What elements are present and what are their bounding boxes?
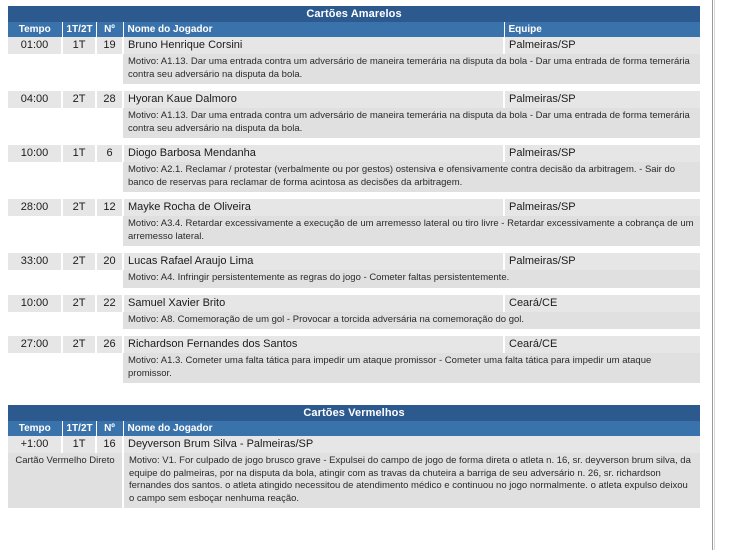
- cell-reason: Motivo: A1.13. Dar uma entrada contra um adversário de maneira temerária na disputa da bola - Dar uma entrada de forma temerária contra seu adversário na disputa da bola.: [123, 108, 700, 138]
- yellow-cards-title-bar: [8, 6, 700, 22]
- cell-number: 16: [96, 436, 123, 453]
- cell-reason: Motivo: A1.3. Cometer uma falta tática para impedir um ataque promissor - Cometer uma falta tática para impedir um ataque promissor.: [123, 353, 700, 383]
- yellow-cards-table: [8, 6, 700, 383]
- column-header-player: Nome do Jogador: [123, 421, 700, 436]
- cell-player: Bruno Henrique Corsini: [123, 37, 504, 54]
- red-cards-section: [8, 405, 700, 508]
- cell-team: Palmeiras/SP: [504, 253, 700, 270]
- cell-reason: Motivo: A8. Comemoração de um gol - Provocar a torcida adversária na comemoração do gol.: [123, 312, 700, 330]
- table-row: [8, 37, 700, 54]
- cell-half: 2T: [62, 336, 96, 353]
- cell-number: 12: [96, 199, 123, 216]
- cell-reason: Motivo: A3.4. Retardar excessivamente a execução de um arremesso lateral ou tiro livre - Retardar excessivamente a cobrança de um arremesso lateral.: [123, 216, 700, 246]
- cell-player: Mayke Rocha de Oliveira: [123, 199, 504, 216]
- cell-tempo: 04:00: [8, 91, 62, 108]
- column-header-tempo: Tempo: [8, 421, 62, 436]
- cell-half: 1T: [62, 37, 96, 54]
- table-row: [8, 145, 700, 162]
- cell-number: 28: [96, 91, 123, 108]
- reason-spacer: [8, 54, 123, 84]
- cell-team: Palmeiras/SP: [504, 145, 700, 162]
- column-header-player: Nome do Jogador: [123, 22, 504, 37]
- reason-spacer: [8, 216, 123, 246]
- row-spacer: [8, 329, 700, 336]
- cell-number: 22: [96, 295, 123, 312]
- page-right-rule: [712, 0, 713, 550]
- cell-number: 26: [96, 336, 123, 353]
- row-spacer: [8, 84, 700, 91]
- row-spacer: [8, 288, 700, 295]
- cell-team: Palmeiras/SP: [504, 37, 700, 54]
- column-header-number: Nº: [96, 22, 123, 37]
- cell-player: Diogo Barbosa Mendanha: [123, 145, 504, 162]
- section-gap: [8, 383, 700, 405]
- table-row-reason: [8, 216, 700, 246]
- cell-tempo: 01:00: [8, 37, 62, 54]
- row-spacer: [8, 138, 700, 145]
- table-row: [8, 295, 700, 312]
- reason-spacer: [8, 353, 123, 383]
- table-row-reason: [8, 270, 700, 288]
- column-header-half: 1T/2T: [62, 421, 96, 436]
- cell-tempo: 10:00: [8, 295, 62, 312]
- cell-team: Ceará/CE: [504, 295, 700, 312]
- cell-reason: Motivo: A4. Infringir persistentemente as regras do jogo - Cometer faltas persistentemente.: [123, 270, 700, 288]
- table-row-reason: [8, 54, 700, 84]
- red-cards-title: Cartões Vermelhos: [8, 405, 700, 421]
- table-row-reason: [8, 162, 700, 192]
- cell-reason: Motivo: V1. For culpado de jogo brusco grave - Expulsei do campo de jogo de forma direta o atleta n. 16, sr. deyverson brum silva, da equipe do palmeiras, por na disputa da bola, atingir com as travas da chuteira a barriga de seu adversário n. 26, sr. richardson fernandes dos santos. o atleta atingido necessitou de atendimento médico e continuou no jogo normalmente. o atleta expulso deixou o campo sem esboçar nenhuma reação.: [123, 453, 700, 508]
- column-header-half: 1T/2T: [62, 22, 96, 37]
- cell-number: 19: [96, 37, 123, 54]
- cell-team: Ceará/CE: [504, 336, 700, 353]
- row-spacer: [8, 192, 700, 199]
- table-row-reason: [8, 108, 700, 138]
- cell-team: Palmeiras/SP: [504, 199, 700, 216]
- table-row-reason: [8, 353, 700, 383]
- cell-team: Palmeiras/SP: [504, 91, 700, 108]
- table-row-reason: [8, 453, 700, 508]
- cell-half: 2T: [62, 91, 96, 108]
- yellow-cards-section: [8, 6, 700, 383]
- reason-spacer: [8, 162, 123, 192]
- column-header-number: Nº: [96, 421, 123, 436]
- cell-tempo: 28:00: [8, 199, 62, 216]
- cell-tempo: +1:00: [8, 436, 62, 453]
- table-row: [8, 436, 700, 453]
- row-spacer: [8, 246, 700, 253]
- yellow-cards-column-header: [8, 22, 700, 37]
- cell-half: 2T: [62, 295, 96, 312]
- table-row: [8, 199, 700, 216]
- cell-number: 6: [96, 145, 123, 162]
- red-cards-column-header: [8, 421, 700, 436]
- column-header-team: Equipe: [504, 22, 700, 37]
- red-cards-title-bar: [8, 405, 700, 421]
- cell-half: 2T: [62, 199, 96, 216]
- reason-spacer: [8, 108, 123, 138]
- cell-tempo: 33:00: [8, 253, 62, 270]
- cell-half: 1T: [62, 145, 96, 162]
- cell-player: Deyverson Brum Silva - Palmeiras/SP: [123, 436, 700, 453]
- reason-spacer: [8, 312, 123, 330]
- cell-tempo: 10:00: [8, 145, 62, 162]
- table-row: [8, 91, 700, 108]
- table-row: [8, 253, 700, 270]
- yellow-cards-title: Cartões Amarelos: [8, 6, 700, 22]
- cell-half: 2T: [62, 253, 96, 270]
- red-cards-table: [8, 405, 700, 508]
- reason-spacer: [8, 270, 123, 288]
- cell-half: 1T: [62, 436, 96, 453]
- cell-player: Samuel Xavier Brito: [123, 295, 504, 312]
- cell-tempo: 27:00: [8, 336, 62, 353]
- table-row: [8, 336, 700, 353]
- cell-player: Richardson Fernandes dos Santos: [123, 336, 504, 353]
- cell-number: 20: [96, 253, 123, 270]
- cell-reason: Motivo: A2.1. Reclamar / protestar (verbalmente ou por gestos) ostensiva e ofensivamente contra decisão da arbitragem. - Sair do banco de reservas para reclamar de forma acintosa as decisões da arbitragem.: [123, 162, 700, 192]
- cell-player: Hyoran Kaue Dalmoro: [123, 91, 504, 108]
- cell-card-type-label: Cartão Vermelho Direto: [8, 453, 123, 508]
- table-row-reason: [8, 312, 700, 330]
- page-right-rule-shadow: [714, 0, 715, 550]
- cell-player: Lucas Rafael Araujo Lima: [123, 253, 504, 270]
- cards-report-sheet: [8, 6, 700, 508]
- column-header-tempo: Tempo: [8, 22, 62, 37]
- cell-reason: Motivo: A1.13. Dar uma entrada contra um adversário de maneira temerária na disputa da bola - Dar uma entrada de forma temerária contra seu adversário na disputa da bola.: [123, 54, 700, 84]
